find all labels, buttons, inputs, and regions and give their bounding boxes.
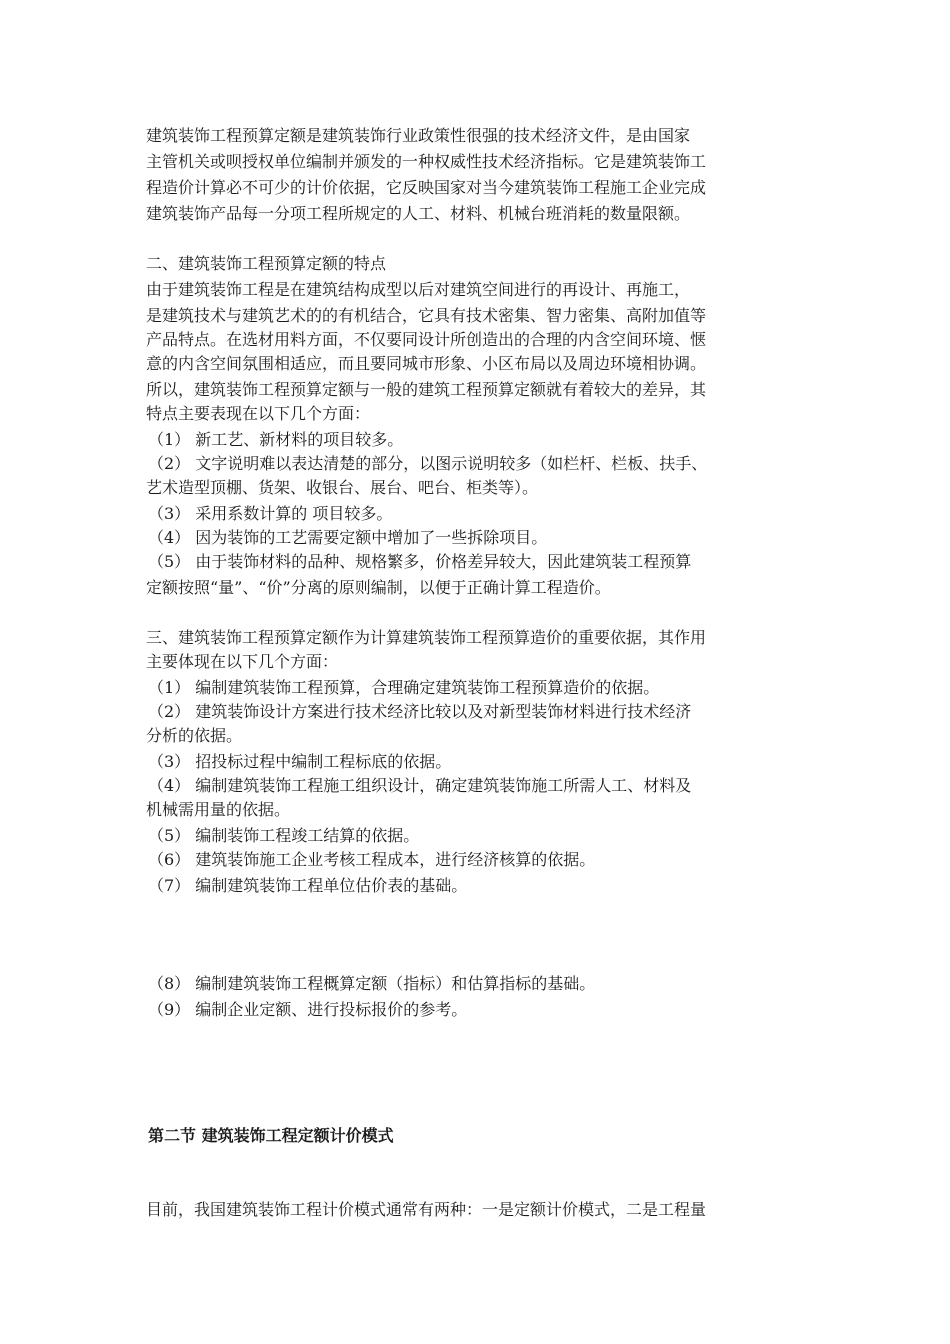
section2-body-line-2: 是建筑技术与建筑艺术的的有机结合，它具有技术密集、智力密集、高附加值等 [146,306,707,325]
section2-body-line-5: 所以，建筑装饰工程预算定额与一般的建筑工程预算定额就有着较大的差异，其 [146,380,707,399]
section3-item-6: （6） 建筑装饰施工企业考核工程成本，进行经济核算的依据。 [148,850,596,869]
section3-item-3: （3） 招投标过程中编制工程标底的依据。 [148,752,452,771]
chapter-section-heading: 第二节 建筑装饰工程定额计价模式 [148,1126,394,1145]
section3-item-2-cont: 分析的依据。 [146,726,243,745]
section2-body-line-3: 产品特点。在选材用料方面，不仅要同设计所创造出的合理的内含空间环境、惬 [146,330,707,349]
section2-title: 二、建筑装饰工程预算定额的特点 [146,254,387,273]
section3-item-8: （8） 编制建筑装饰工程概算定额（指标）和估算指标的基础。 [148,974,596,993]
closing-line: 目前，我国建筑装饰工程计价模式通常有两种：一是定额计价模式，二是工程量 [146,1200,707,1219]
section3-item-1: （1） 编制建筑装饰工程预算，合理确定建筑装饰工程预算造价的依据。 [148,678,660,697]
section2-item-2-cont: 艺术造型顶棚、货架、收银台、展台、吧台、柜类等）。 [146,478,539,497]
section3-item-4: （4） 编制建筑装饰工程施工组织设计，确定建筑装饰施工所需人工、材料及 [148,776,692,795]
intro-line-2: 主管机关或呗授权单位编制并颁发的一种权威性技术经济指标。它是建筑装饰工 [146,152,707,171]
section2-item-5: （5） 由于装饰材料的品种、规格繁多，价格差异较大，因此建筑装工程预算 [148,552,692,571]
section3-item-2: （2） 建筑装饰设计方案进行技术经济比较以及对新型装饰材料进行技术经济 [148,702,692,721]
section3-item-5: （5） 编制装饰工程竣工结算的依据。 [148,826,420,845]
intro-line-1: 建筑装饰工程预算定额是建筑装饰行业政策性很强的技术经济文件，是由国家 [146,126,691,145]
section2-item-4: （4） 因为装饰的工艺需要定额中增加了一些拆除项目。 [148,528,548,547]
section3-title-line-2: 主要体现在以下几个方面： [146,652,339,671]
section2-item-2: （2） 文字说明难以表达清楚的部分，以图示说明较多（如栏杆、栏板、扶手、 [148,454,708,473]
section2-item-1: （1） 新工艺、新材料的项目较多。 [148,430,404,449]
section3-title-line-1: 三、建筑装饰工程预算定额作为计算建筑装饰工程预算造价的重要依据，其作用 [146,628,707,647]
intro-line-4: 建筑装饰产品每一分项工程所规定的人工、材料、机械台班消耗的数量限额。 [146,204,691,223]
section3-item-7: （7） 编制建筑装饰工程单位估价表的基础。 [148,876,468,895]
section2-item-3: （3） 采用系数计算的 项目较多。 [148,504,393,523]
section2-body-line-4: 意的内含空间氛围相适应，而且要同城市形象、小区布局以及周边环境相协调。 [146,354,707,373]
intro-line-3: 程造价计算必不可少的计价依据，它反映国家对当今建筑装饰工程施工企业完成 [146,178,707,197]
section2-body-line-6: 特点主要表现在以下几个方面： [146,404,371,423]
section3-item-4-cont: 机械需用量的依据。 [146,800,291,819]
section3-item-9: （9） 编制企业定额、进行投标报价的参考。 [148,1000,468,1019]
section2-body-line-1: 由于建筑装饰工程是在建筑结构成型以后对建筑空间进行的再设计、再施工， [146,280,691,299]
section2-item-5-cont: 定额按照“量”、“价”分离的原则编制，以便于正确计算工程造价。 [146,578,611,597]
